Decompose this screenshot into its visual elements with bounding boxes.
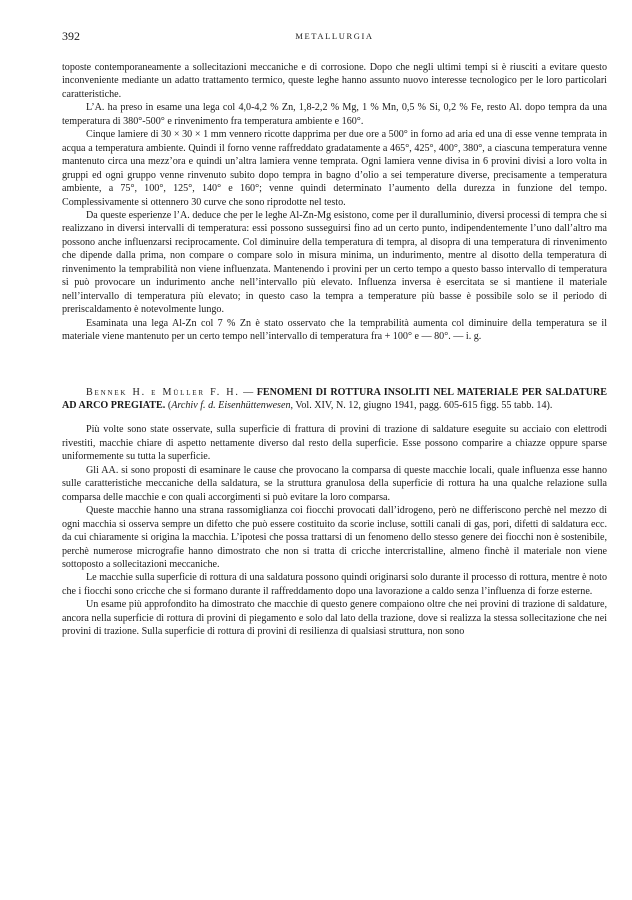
page-header xyxy=(62,29,607,45)
paragraph: Più volte sono state osservate, sulla superficie di frattura di provini di trazione di saldature eseguite su acciaio con elettrodi rivestiti, macchie chiare di aspetto nettamente diverso dal resto della superficie. Esse possono comparire a chiazze oppure sparse uniformemente su tutta la superficie. xyxy=(62,424,607,463)
paragraph: Cinque lamiere di 30 × 30 × 1 mm vennero ricotte dapprima per due ore a 500° in forno ad aria ed una di esse venne temprata in acqua a temperatura ambiente. Quindi il forno venne raffreddato gradatamente a 465°, 425°, 400°, 380°, a ciascuna temperatura venne mantenuto circa una mezz’ora e quindi un’altra lamiera venne temprata. Ogni lamiera venne divisa in 6 provini divisi a loro volta in gruppi ed ogni gruppo venne rinvenuto subito dopo tempra in bagno d’olio a sei temperature diverse, precisamente a temperatura ambiente, a 75°, 100°, 125°, 140° e 160°; venne quindi determinato l’aumento della durezza in funzione del tempo. Complessivamente si ottennero 30 curve che sono riprodotte nel testo. xyxy=(62,129,607,208)
page-number: 392 xyxy=(62,29,80,43)
section-divider xyxy=(62,344,607,386)
paragraph: Queste macchie hanno una strana rassomiglianza coi fiocchi provocati dall’idrogeno, però ne differiscono perchè nel mezzo di ogni macchia si osserva sempre un difetto che può essere costituito da scorie incluse, sottili canali di gas, pori, difetti di saldatura ecc. da cui chiaramente si origina la macchia. L’ipotesi che possa trattarsi di un fenomeno dello stesso genere dei fiocchi non è sostenibile, perchè numerose micrografie hanno dimostrato che non si tratta di cricche intercristalline, almeno finchè il materiale non viene sottoposto a sollecitazioni meccaniche. xyxy=(62,505,607,570)
spacer xyxy=(62,412,607,423)
article-title: FENOMENI DI ROTTURA INSOLITI NEL MATERIALE PER SALDATURE AD ARCO PREGIATE. xyxy=(62,386,608,411)
paragraph: Le macchie sulla superficie di rottura di una saldatura possono quindi originarsi solo durante il processo di rottura, mentre è noto che i fiocchi sono cricche che si formano durante il raffreddamento dopo una lavorazione a caldo senza l’influenza di forze esterne. xyxy=(62,572,607,597)
paragraph: Da queste esperienze l’A. deduce che per le leghe Al-Zn-Mg esistono, come per il duralluminio, diversi processi di tempra che si realizzano in diversi intervalli di temperatura: essi possono susseguirsi fino ad un certo punto, indipendentemente l’uno dall’altro ma possono anche influenzarsi reciprocamente. Col diminuire della temperatura di tempra, al disopra di una temperatura di rinvenimento che dipende dalla prima, non compare o compare solo in misura minima, un indurimento, mentre al disotto della temperatura di rinvenimento la temprabilità non viene influenzata. Mantenendo i provini per un certo tempo a questo basso intervallo di temperatura si può provocare un indurimento anche nell’intervallo più elevato. Influenza inversa è esercitata se si mantiene il materiale nell’intervallo di temperatura più elevato; in questo caso la tempra a temperature più basse è possibile solo se il periodo di preriscaldamento è notevolmente lungo. xyxy=(62,209,607,316)
journal-name: Archiv f. d. Eisenhüttenwesen xyxy=(171,399,291,411)
article-heading xyxy=(62,386,607,413)
page-body xyxy=(62,61,607,639)
paragraph: Gli AA. si sono proposti di esaminare le cause che provocano la comparsa di queste macchie locali, quale influenza esse hanno sulle caratteristiche meccaniche della saldatura, se la struttura granulosa della superficie di rottura ha una qualche relazione sulla comparsa delle macchie e con quali accorgimenti si può evitare la loro comparsa. xyxy=(62,464,607,503)
paragraph: Un esame più approfondito ha dimostrato che macchie di questo genere compaiono oltre che nei provini di trazione di saldature, ancora nella superficie di rottura di provini di piegamento e solo dal lato della trazione, dove si realizza la stessa sollecitazione che nei provini di trazione. Sulla superficie di rottura di provini di resilienza di qualsiasi struttura, non sono xyxy=(62,599,607,638)
paragraph: Esaminata una lega Al-Zn col 7 % Zn è stato osservato che la temprabilità aumenta col diminuire della temperatura se il materiale viene mantenuto per un certo tempo nell’intervallo di temperatura fra + 100° e — 80°. — i. g. xyxy=(62,317,607,343)
citation-open: ( xyxy=(165,399,172,411)
heading-separator: — xyxy=(239,386,257,398)
running-head: METALLURGIA xyxy=(295,31,374,41)
paragraph: L’A. ha preso in esame una lega col 4,0-4,2 % Zn, 1,8-2,2 % Mg, 1 % Mn, 0,5 % Si, 0,2 % Fe, resto Al. dopo tempra da una temperatura di 380°-500° e rinvenimento fra temperatura ambiente e 160°. xyxy=(62,102,607,127)
article-citation xyxy=(165,400,552,411)
citation-details: , Vol. XIV, N. 12, giugno 1941, pagg. 605-615 figg. 55 tabb. 14). xyxy=(290,399,553,411)
article-authors: Bennek H. e Müller F. H. xyxy=(86,386,240,398)
paragraph: toposte contemporaneamente a sollecitazioni meccaniche e di corrosione. Dopo che negli ultimi tempi si è riusciti a evitare questo inconveniente mediante un adatto trattamento termico, queste leghe hanno assunto nuovo interesse tecnologico per le loro particolari caratteristiche. xyxy=(62,62,607,100)
